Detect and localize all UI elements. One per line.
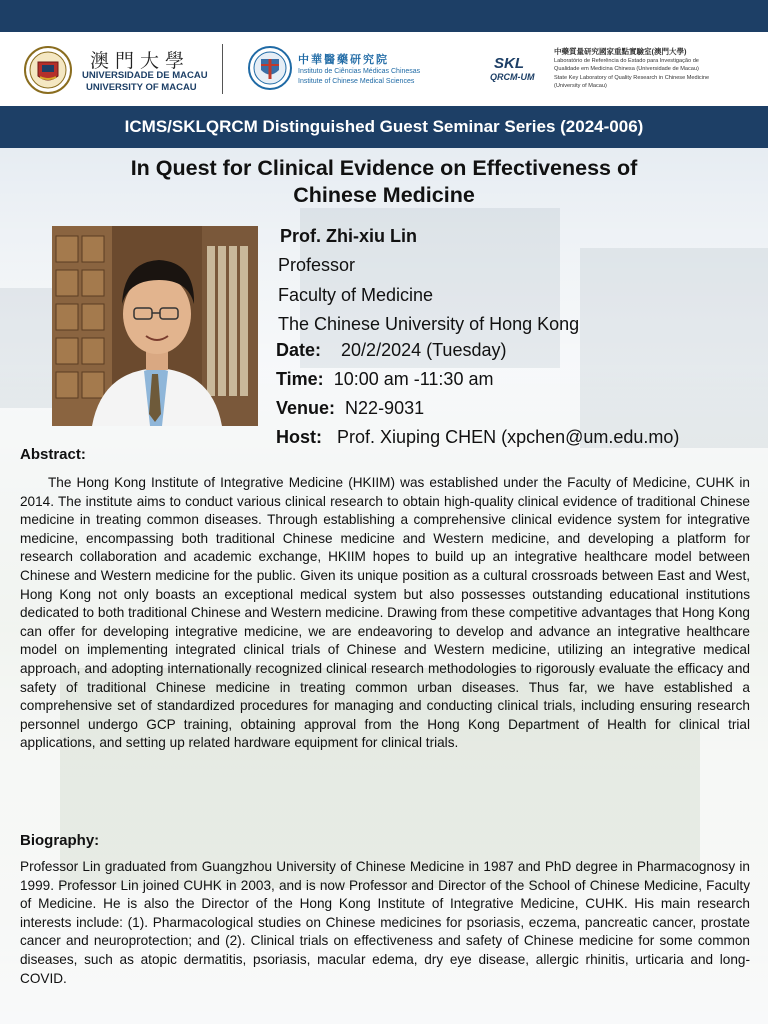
um-name-chinese: 澳門大學 xyxy=(90,50,191,72)
university-of-macau-seal-icon xyxy=(24,46,72,94)
host-label: Host: xyxy=(276,427,322,447)
um-name-english: UNIVERSITY OF MACAU xyxy=(86,82,197,93)
venue-value: N22-9031 xyxy=(345,398,425,418)
top-banner xyxy=(0,0,768,32)
seminar-title-line1: In Quest for Clinical Evidence on Effectiveness of xyxy=(130,156,638,180)
date-value: 20/2/2024 (Tuesday) xyxy=(341,340,507,360)
venue-label: Venue: xyxy=(276,398,336,418)
time-row xyxy=(276,369,493,390)
speaker-name: Prof. Zhi-xiu Lin xyxy=(280,226,417,246)
date-label: Date: xyxy=(276,340,322,360)
skl-qrcm-logo-icon xyxy=(490,52,542,82)
time-label: Time: xyxy=(276,369,324,389)
logo-divider xyxy=(222,44,223,94)
seminar-series-banner xyxy=(0,106,768,148)
date-row xyxy=(276,340,506,361)
speaker-photo xyxy=(52,226,258,426)
abstract-heading: Abstract: xyxy=(20,446,86,463)
skl-logo-subtext: QRCM-UM xyxy=(490,72,535,82)
biography-text: Professor Lin graduated from Guangzhou University of Chinese Medicine in 1987 and PhD degree in Pharmacognosy in 1999. Professor Lin joined CUHK in 2003, and is now Professor and Director of the School of Chinese Medicine, Faculty of Medicine. He is also the Director of the Hong Kong Institute of Integrative Medicine, CUHK. His main research interests include: (1). Pharmacological studies on Chinese medicines for psoriasis, eczema, pancreatic cancer, prostate cancer and neuroprotection; and (2). Clinical trials on effectiveness and safety of Chinese medicine for some common diseases, such as atopic dermatitis, psoriasis, macular edema, dry eye disease, allergic rhinitis, urticaria and long-COVID. xyxy=(20,859,750,986)
venue-row xyxy=(276,398,424,419)
seminar-title xyxy=(40,155,728,209)
speaker-faculty: Faculty of Medicine xyxy=(278,285,434,305)
seminar-title-line2: Chinese Medicine xyxy=(293,183,475,207)
skl-name-english-line1: State Key Laboratory of Quality Research in Chinese Medicine xyxy=(554,75,710,81)
speaker-institution: The Chinese University of Hong Kong xyxy=(278,314,580,334)
speaker-position: Professor xyxy=(278,255,356,275)
um-name-portuguese: UNIVERSIDADE DE MACAU xyxy=(82,70,208,81)
icms-seal-icon xyxy=(248,46,292,90)
biography-heading: Biography: xyxy=(20,832,100,849)
time-value: 10:00 am -11:30 am xyxy=(333,369,494,389)
skl-name-portuguese-line1: Laboratório de Referência do Estado para Investigação de xyxy=(554,58,699,64)
seminar-series-title: ICMS/SKLQRCM Distinguished Guest Seminar Series (2024-006) xyxy=(124,117,644,136)
skl-name-chinese: 中藥質量研究國家重點實驗室(澳門大學) xyxy=(554,47,687,56)
skl-logo-text: SKL xyxy=(494,55,524,72)
icms-name-chinese: 中華醫藥研究院 xyxy=(298,54,389,66)
icms-name-english: Institute of Chinese Medical Sciences xyxy=(298,78,415,85)
icms-name-portuguese: Instituto de Ciências Médicas Chinesas xyxy=(298,68,421,75)
host-value: Prof. Xiuping CHEN (xpchen@um.edu.mo) xyxy=(337,427,680,447)
skl-name-portuguese-line2: Qualidade em Medicina Chinesa (Universidade de Macau) xyxy=(554,66,699,72)
abstract-text: The Hong Kong Institute of Integrative Medicine (HKIIM) was established under the Faculty of Medicine, CUHK in 2014. The institute aims to conduct various clinical research to obtain high-quality clinical evidence of traditional Chinese medicine in treating common diseases. Through establishing a comprehensive clinical evidence system for integrative medicine, encompassing both traditional Chinese medicine and Western medicine, and developing a platform for research collaboration and academic exchange, HKIIM hopes to build up an integrative healthcare model between Chinese and Western medicine for the public. Given its unique position as a cultural crossroads between East and West, Hong Kong not only boasts an exceptional medical system but also possesses outstanding educational institutions dedicated to both traditional Chinese and Western medicine. Drawing from these competitive advantages that Hong Kong can offer for developing integrative medicine, we are endeavoring to develop and advance an integrative healthcare model on implementing integrated clinical trials of Chinese and Western medicine, utilizing an integrative medical approach, and adopting internationally recognized clinical research methodologies to rigorously evaluate the efficacy and safety of traditional Chinese medicine in treating common urban diseases. Thus far, we have established a comprehensive set of standardized procedures for managing and conducting clinical trials, including ensuring research personnel undergo GCP training, obtaining approval from the Hong Kong Department of Health for clinical trial applications, and setting up related hardware equipment for clinical trials. xyxy=(20,475,750,751)
host-row xyxy=(276,427,679,448)
skl-name-english-line2: (University of Macau) xyxy=(554,83,607,89)
